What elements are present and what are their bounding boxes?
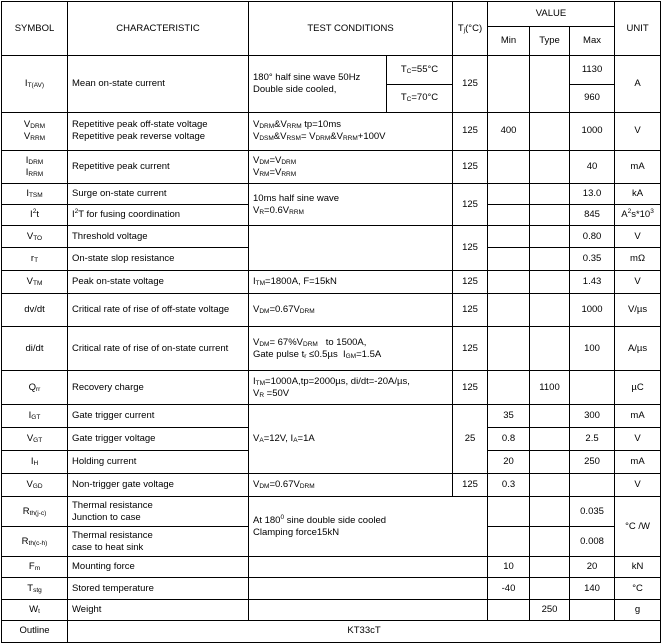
tj-cell: 125: [453, 184, 488, 226]
symbol-cell: $Q_{rr}$: [2, 371, 68, 405]
characteristic-cell: $I^2T$ for fusing coordination: [68, 205, 249, 226]
table-row: [2, 473, 661, 496]
min-cell: [488, 599, 530, 620]
symbol-cell: $V_{GT}$: [2, 427, 68, 450]
max-cell: [570, 371, 615, 405]
unit-cell: mA: [615, 450, 661, 473]
typ-cell: [530, 427, 570, 450]
unit-cell: kA: [615, 184, 661, 205]
min-cell: [488, 205, 530, 226]
min-cell: 20: [488, 450, 530, 473]
unit-cell: °C: [615, 578, 661, 599]
min-cell: [488, 293, 530, 326]
unit-cell: °C /W: [615, 496, 661, 556]
min-cell: [488, 150, 530, 183]
symbol-cell: $I_{T(AV)}$: [2, 56, 68, 112]
symbol-cell: $F_m$: [2, 557, 68, 578]
characteristic-cell: Repetitive peak off-state voltage Repetitive peak reverse voltage: [68, 112, 249, 150]
max-cell: 960: [570, 84, 615, 112]
table-row: [2, 293, 661, 326]
table-row: [2, 270, 661, 293]
tj-cell: 125: [453, 150, 488, 183]
min-cell: [488, 496, 530, 526]
max-cell: 1.43: [570, 270, 615, 293]
max-cell: [570, 599, 615, 620]
typ-cell: [530, 473, 570, 496]
symbol-cell: $V_{DRM}$ $V_{RRM}$: [2, 112, 68, 150]
unit-cell: mΩ: [615, 248, 661, 270]
symbol-cell: dv/dt: [2, 293, 68, 326]
typ-cell: [530, 226, 570, 248]
characteristic-cell: Surge on-state current: [68, 184, 249, 205]
typ-cell: 1100: [530, 371, 570, 405]
header-test-conditions: TEST CONDITIONS: [249, 2, 453, 56]
typ-cell: [530, 293, 570, 326]
header-max: Max: [570, 27, 615, 56]
min-cell: [488, 56, 530, 112]
table-row: [2, 326, 661, 370]
max-cell: 2.5: [570, 427, 615, 450]
header-min: Min: [488, 27, 530, 56]
max-cell: 250: [570, 450, 615, 473]
max-cell: 1000: [570, 293, 615, 326]
symbol-cell: $r_T$: [2, 248, 68, 270]
typ-cell: [530, 527, 570, 557]
tj-cell: 125: [453, 473, 488, 496]
condition-cell: $V_A=12V$, $I_A=1A$: [249, 405, 453, 473]
condition-cell: $I_{TM}=1000A,tp=2000\mu s$, di/dt=-20A/µs, $V_R =50V$: [249, 371, 453, 405]
symbol-cell: $I^2t$: [2, 205, 68, 226]
unit-cell: V: [615, 112, 661, 150]
typ-cell: [530, 270, 570, 293]
typ-cell: [530, 405, 570, 427]
table-row: [2, 620, 661, 642]
typ-cell: [530, 496, 570, 526]
unit-cell: V: [615, 270, 661, 293]
symbol-cell: $R_{th(c-h)}$: [2, 527, 68, 557]
symbol-cell: $I_{GT}$: [2, 405, 68, 427]
min-cell: [488, 527, 530, 557]
symbol-cell: di/dt: [2, 326, 68, 370]
condition-cell: [249, 599, 488, 620]
condition-cell: $V_{DM}=V_{DRM}$ $V_{RM}=V_{RRM}$: [249, 150, 453, 183]
typ-cell: [530, 56, 570, 112]
unit-cell: kN: [615, 557, 661, 578]
unit-cell: V/µs: [615, 293, 661, 326]
characteristic-cell: On-state slop resistance: [68, 248, 249, 270]
header-typ: Type: [530, 27, 570, 56]
symbol-cell: $T_{stg}$: [2, 578, 68, 599]
min-cell: 10: [488, 557, 530, 578]
unit-cell: V: [615, 226, 661, 248]
condition-cell: $V_{DM}=0.67V_{DRM}$: [249, 293, 453, 326]
table-row: [2, 150, 661, 183]
max-cell: 40: [570, 150, 615, 183]
typ-cell: [530, 205, 570, 226]
characteristic-cell: Thermal resistance Junction to case: [68, 496, 249, 526]
characteristic-cell: Non-trigger gate voltage: [68, 473, 249, 496]
characteristic-cell: Gate trigger current: [68, 405, 249, 427]
table-row: [2, 578, 661, 599]
max-cell: 0.035: [570, 496, 615, 526]
typ-cell: [530, 112, 570, 150]
tj-cell: 125: [453, 293, 488, 326]
max-cell: 0.80: [570, 226, 615, 248]
symbol-cell: $W_t$: [2, 599, 68, 620]
outline-label: Outline: [2, 620, 68, 642]
tj-cell: 125: [453, 56, 488, 112]
characteristic-cell: Peak on-state voltage: [68, 270, 249, 293]
symbol-cell: $V_{GD}$: [2, 473, 68, 496]
unit-cell: A/µs: [615, 326, 661, 370]
symbol-cell: $R_{th(j-c)}$: [2, 496, 68, 526]
unit-cell: µC: [615, 371, 661, 405]
max-cell: 140: [570, 578, 615, 599]
unit-cell: mA: [615, 150, 661, 183]
tj-cell: 125: [453, 371, 488, 405]
condition-cell: At $180^0$ sine double side cooled Clamping force15kN: [249, 496, 488, 556]
min-cell: [488, 326, 530, 370]
condition-cell: [249, 578, 488, 599]
unit-cell: A: [615, 56, 661, 112]
header-symbol: SYMBOL: [2, 2, 68, 56]
condition-cell: $I_{TM}=1800A$, F=15kN: [249, 270, 453, 293]
min-cell: [488, 184, 530, 205]
min-cell: 35: [488, 405, 530, 427]
specification-table: [1, 1, 661, 643]
characteristic-cell: Repetitive peak current: [68, 150, 249, 183]
condition-cell: $V_{DRM}\&V_{RRM}$ tp=10ms $V_{DSM}\&V_{RSM}=$ $V_{DRM}\&V_{RRM}+100V$: [249, 112, 453, 150]
header-unit: UNIT: [615, 2, 661, 56]
min-cell: 400: [488, 112, 530, 150]
max-cell: 1130: [570, 56, 615, 84]
typ-cell: [530, 184, 570, 205]
max-cell: 100: [570, 326, 615, 370]
characteristic-cell: Mean on-state current: [68, 56, 249, 112]
max-cell: 300: [570, 405, 615, 427]
symbol-cell: $V_{TM}$: [2, 270, 68, 293]
characteristic-cell: Mounting force: [68, 557, 249, 578]
max-cell: 1000: [570, 112, 615, 150]
typ-cell: [530, 450, 570, 473]
max-cell: [570, 473, 615, 496]
unit-cell: g: [615, 599, 661, 620]
unit-cell: $A^2s*10^3$: [615, 205, 661, 226]
tj-cell: 125: [453, 226, 488, 270]
min-cell: [488, 226, 530, 248]
max-cell: 13.0: [570, 184, 615, 205]
condition-cell: 180° half sine wave 50Hz Double side cooled,: [249, 56, 387, 112]
condition-tc-cell: $T_C=70^\circ C$: [387, 84, 453, 112]
header-tj: $T_j(^\circ C)$: [453, 2, 488, 56]
condition-cell: [249, 226, 453, 270]
symbol-cell: $I_H$: [2, 450, 68, 473]
tj-cell: 125: [453, 112, 488, 150]
max-cell: 845: [570, 205, 615, 226]
table-row: [2, 496, 661, 526]
condition-cell: [249, 557, 488, 578]
typ-cell: 250: [530, 599, 570, 620]
typ-cell: [530, 248, 570, 270]
min-cell: 0.3: [488, 473, 530, 496]
characteristic-cell: Gate trigger voltage: [68, 427, 249, 450]
table-row: [2, 405, 661, 427]
symbol-cell: $V_{TO}$: [2, 226, 68, 248]
max-cell: 0.35: [570, 248, 615, 270]
min-cell: [488, 371, 530, 405]
header-value: VALUE: [488, 2, 615, 27]
outline-value: KT33cT: [68, 620, 661, 642]
table-row: [2, 599, 661, 620]
characteristic-cell: Recovery charge: [68, 371, 249, 405]
unit-cell: V: [615, 427, 661, 450]
table-row: [2, 557, 661, 578]
tj-cell: 25: [453, 405, 488, 473]
characteristic-cell: Thermal resistance case to heat sink: [68, 527, 249, 557]
header-characteristic: CHARACTERISTIC: [68, 2, 249, 56]
typ-cell: [530, 150, 570, 183]
typ-cell: [530, 557, 570, 578]
min-cell: [488, 270, 530, 293]
condition-cell: 10ms half sine wave $V_R=0.6V_{RRM}$: [249, 184, 453, 226]
typ-cell: [530, 326, 570, 370]
table-row: [2, 371, 661, 405]
table-row: [2, 56, 661, 84]
condition-cell: $V_{DM}= 67\%V_{DRM}$ to 1500A, Gate pulse $t_r \le 0.5\mu s$ $I_{GM}=1.5A$: [249, 326, 453, 370]
min-cell: -40: [488, 578, 530, 599]
characteristic-cell: Stored temperature: [68, 578, 249, 599]
max-cell: 0.008: [570, 527, 615, 557]
symbol-cell: $I_{DRM}$ $I_{RRM}$: [2, 150, 68, 183]
characteristic-cell: Holding current: [68, 450, 249, 473]
tj-cell: 125: [453, 326, 488, 370]
max-cell: 20: [570, 557, 615, 578]
characteristic-cell: Weight: [68, 599, 249, 620]
unit-cell: V: [615, 473, 661, 496]
symbol-cell: $I_{TSM}$: [2, 184, 68, 205]
table-row: [2, 112, 661, 150]
condition-cell: $V_{DM}=0.67V_{DRM}$: [249, 473, 453, 496]
table-row: [2, 184, 661, 205]
min-cell: [488, 248, 530, 270]
min-cell: 0.8: [488, 427, 530, 450]
typ-cell: [530, 578, 570, 599]
tj-cell: 125: [453, 270, 488, 293]
table-row: [2, 226, 661, 248]
characteristic-cell: Threshold voltage: [68, 226, 249, 248]
unit-cell: mA: [615, 405, 661, 427]
characteristic-cell: Critical rate of rise of off-state voltage: [68, 293, 249, 326]
condition-tc-cell: $T_C=55^\circ C$: [387, 56, 453, 84]
characteristic-cell: Critical rate of rise of on-state current: [68, 326, 249, 370]
